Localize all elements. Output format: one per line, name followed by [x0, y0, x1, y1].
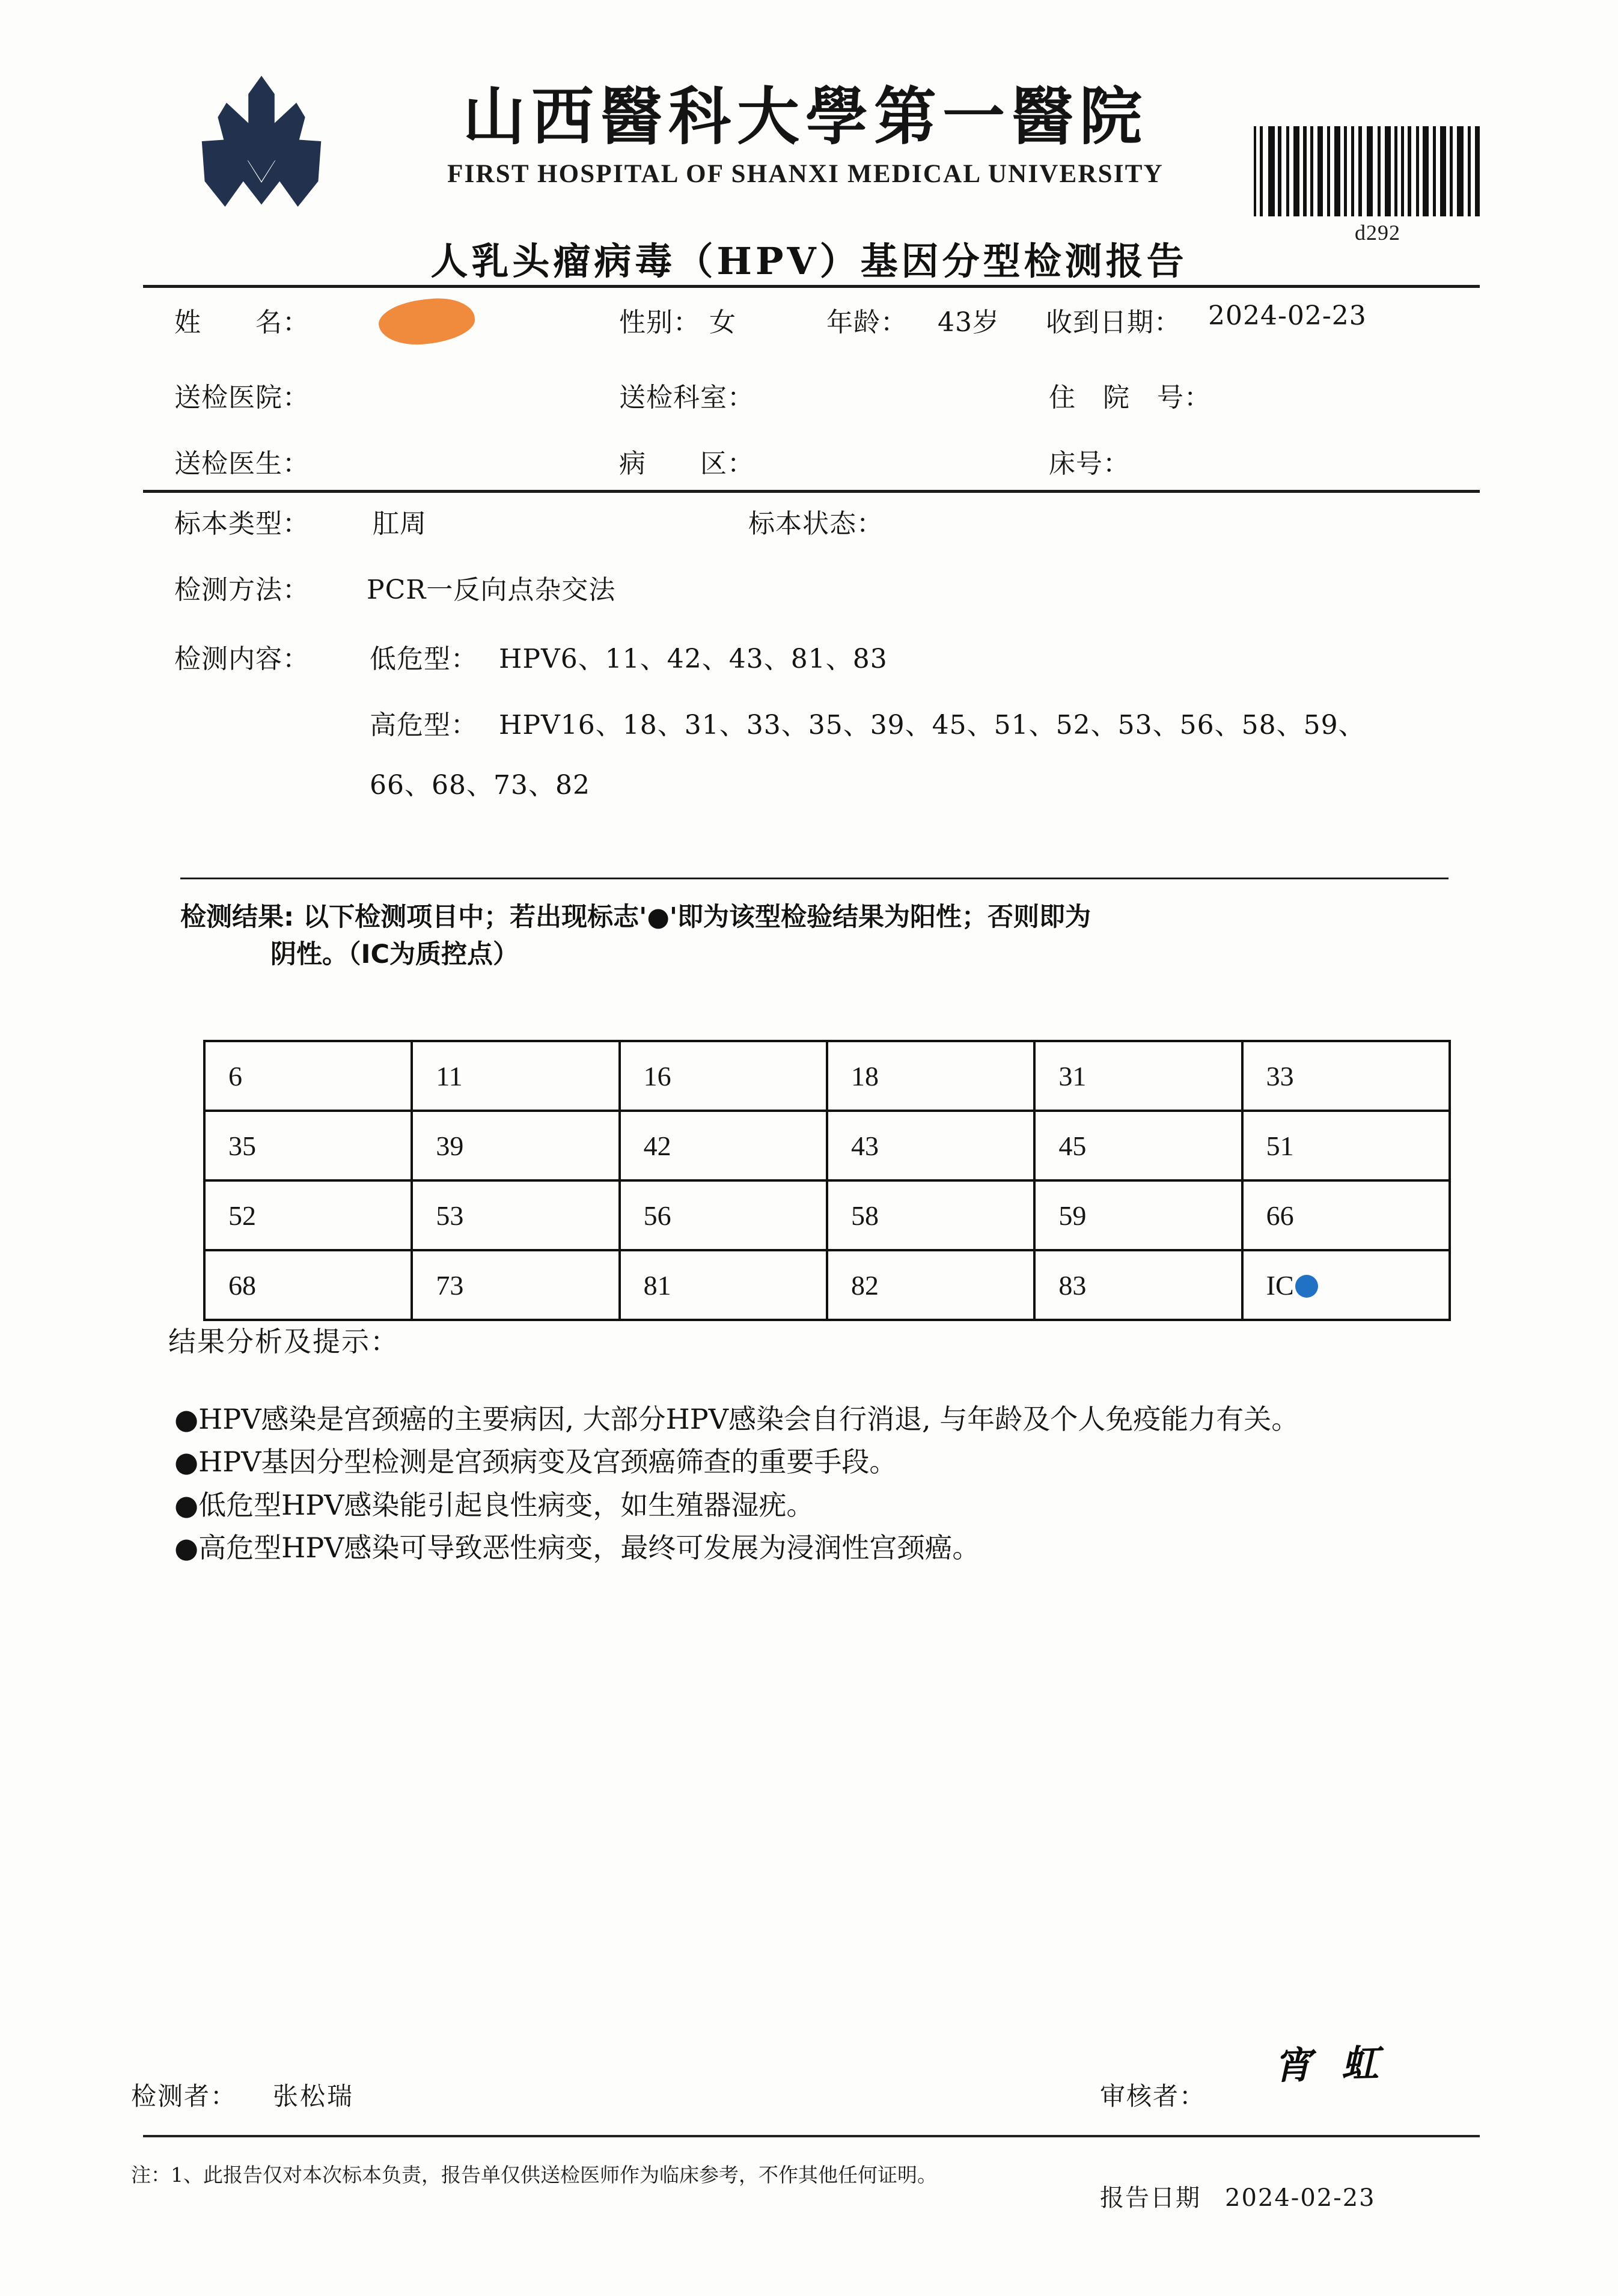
table-cell-ic: [1242, 1250, 1450, 1320]
barcode-icon: [1251, 126, 1492, 216]
table-cell: 83: [1034, 1250, 1242, 1320]
received-date-label: 收到日期：: [1046, 307, 1181, 338]
specimen-row-3: [0, 637, 1618, 679]
specimen-row-1: [0, 502, 1618, 544]
high-risk-label: 高危型：: [370, 710, 478, 740]
gender-label: 性别：: [619, 307, 700, 338]
barcode-block: [1251, 126, 1504, 245]
tester-name: 张松瑞: [273, 2081, 355, 2111]
age-value: 43岁: [938, 307, 1000, 338]
table-cell: 52: [204, 1180, 412, 1250]
report-header: [0, 54, 1618, 245]
department-label: 送检科室：: [619, 382, 754, 413]
table-row: [204, 1041, 1450, 1111]
table-row: [204, 1180, 1450, 1250]
sending-hospital-label: 送检医院：: [174, 382, 310, 413]
result-instructions-line2: 阴性。（IC为质控点）: [270, 939, 519, 970]
report-date-block: [1100, 2179, 1376, 2213]
age-label: 年龄：: [826, 307, 908, 338]
table-cell: 6: [204, 1041, 412, 1111]
name-label: 姓 名：: [174, 307, 310, 338]
table-cell: 45: [1034, 1111, 1242, 1180]
list-item: ●低危型HPV感染能引起良性病变，如生殖器湿疣。: [174, 1488, 814, 1521]
patient-row-2: [0, 376, 1618, 418]
table-cell: 35: [204, 1111, 412, 1180]
reviewer-label: 审核者：: [1100, 2081, 1206, 2111]
result-instructions-line1: 检测结果: 以下检测项目中；若出现标志'●'即为该型检验结果为阳性；否则即为: [180, 902, 1091, 932]
table-cell: 43: [827, 1111, 1034, 1180]
bed-no-label: 床号：: [1049, 448, 1130, 479]
table-cell: 51: [1242, 1111, 1450, 1180]
specimen-type-value: 肛周: [373, 508, 427, 539]
table-cell: 18: [827, 1041, 1034, 1111]
result-instructions: [180, 899, 1449, 974]
divider-specimen: [143, 490, 1480, 493]
table-cell: 73: [412, 1250, 619, 1320]
tester-block: [131, 2077, 354, 2113]
specimen-type-label: 标本类型：: [174, 508, 310, 539]
table-cell: 11: [412, 1041, 619, 1111]
specimen-row-4: [0, 703, 1618, 745]
table-cell: 53: [412, 1180, 619, 1250]
analysis-list: [174, 1400, 1479, 1572]
high-risk-value-line1: HPV16、18、31、33、35、39、45、51、52、53、56、58、59、: [499, 710, 1366, 740]
patient-row-3: [0, 442, 1618, 484]
tester-label: 检测者：: [131, 2081, 237, 2111]
table-cell: 59: [1034, 1180, 1242, 1250]
patient-row-1: [0, 301, 1618, 343]
content-label: 检测内容：: [174, 644, 310, 674]
list-item: ●HPV感染是宫颈癌的主要病因, 大部分HPV感染会自行消退, 与年龄及个人免疫能力有关。: [174, 1403, 1299, 1435]
method-value: PCR一反向点杂交法: [367, 575, 616, 605]
hospital-crest-icon: [186, 72, 337, 210]
table-cell: 81: [620, 1250, 827, 1320]
reviewer-signature: 宵 虹: [1274, 2041, 1388, 2088]
table-row: [204, 1111, 1450, 1180]
table-cell: 58: [827, 1180, 1034, 1250]
received-date-value: 2024-02-23: [1208, 301, 1367, 331]
report-date-label: 报告日期: [1100, 2184, 1201, 2212]
divider-top: [143, 285, 1480, 288]
table-cell: 16: [620, 1041, 827, 1111]
list-item: ●HPV基因分型检测是宫颈病变及宫颈癌筛查的重要手段。: [174, 1446, 897, 1479]
sending-doctor-label: 送检医生：: [174, 448, 310, 479]
table-cell: 31: [1034, 1041, 1242, 1111]
ward-label: 病 区：: [619, 448, 754, 479]
table-cell: 39: [412, 1111, 619, 1180]
hospital-name-cn: 山西醫科大學第一醫院: [462, 79, 1148, 153]
table-cell: 68: [204, 1250, 412, 1320]
specimen-status-label: 标本状态：: [748, 508, 884, 539]
divider-footer: [143, 2135, 1480, 2137]
high-risk-value-line2: 66、68、73、82: [370, 770, 590, 801]
table-cell: 66: [1242, 1180, 1450, 1250]
barcode-label: d292: [1355, 221, 1400, 245]
analysis-title: 结果分析及提示：: [168, 1325, 399, 1358]
method-label: 检测方法：: [174, 575, 310, 605]
page-title: 人乳头瘤病毒（HPV）基因分型检测报告: [430, 239, 1188, 283]
list-item: ●高危型HPV感染可导致恶性病变，最终可发展为浸润性宫颈癌。: [174, 1531, 980, 1565]
table-cell: 82: [827, 1250, 1034, 1320]
table-row: [204, 1250, 1450, 1320]
hospital-name-en: FIRST HOSPITAL OF SHANXI MEDICAL UNIVERSITY: [447, 160, 1164, 188]
table-cell: 56: [620, 1180, 827, 1250]
report-date-value: 2024-02-23: [1225, 2184, 1376, 2212]
table-cell: 42: [620, 1111, 827, 1180]
inpatient-no-label: 住 院 号：: [1049, 382, 1211, 413]
footer-note: 注：1、此报告仅对本次标本负责，报告单仅供送检医师作为临床参考，不作其他任何证明。: [131, 2163, 937, 2187]
hpv-result-table: [203, 1040, 1451, 1321]
low-risk-value: HPV6、11、42、43、81、83: [499, 644, 888, 674]
table-cell: 33: [1242, 1041, 1450, 1111]
divider-result: [180, 878, 1449, 879]
positive-dot-icon: [1295, 1275, 1318, 1298]
specimen-row-2: [0, 568, 1618, 610]
specimen-row-5: [0, 763, 1618, 805]
ic-label: IC: [1266, 1269, 1294, 1301]
low-risk-label: 低危型：: [370, 644, 478, 674]
gender-value: 女: [709, 307, 736, 338]
